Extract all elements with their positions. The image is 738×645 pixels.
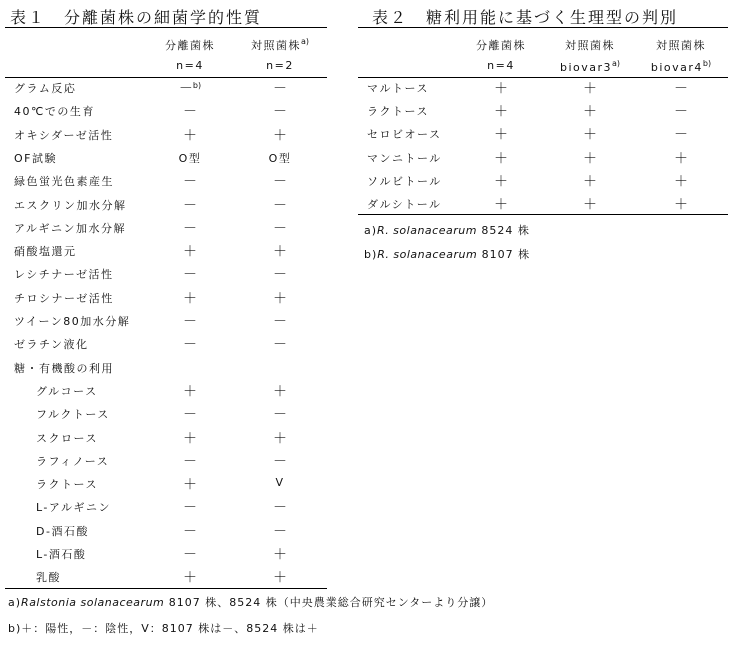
table1-row-value-reference: － <box>273 220 287 237</box>
table2-note <box>364 246 530 262</box>
table1-row-value-isolate-sup: b) <box>192 81 202 90</box>
table1-row-value-isolate-text: ＋ <box>183 290 197 307</box>
table1-row-label: 乳酸 <box>36 571 61 585</box>
table2-row-value-biovar4: ＋ <box>674 173 688 190</box>
table2-row-value-biovar4: ＋ <box>674 197 688 213</box>
table1-row-label: レシチナーゼ活性 <box>14 268 114 282</box>
table2-row-value-biovar3: ＋ <box>583 104 597 121</box>
table1-row-value-isolate-text: ＋ <box>183 244 197 261</box>
table2-row-value-biovar3: ＋ <box>583 127 597 144</box>
table1-row-value-reference: － <box>273 453 287 470</box>
table2-col3-sub-sup: b) <box>702 59 712 68</box>
table2-col3-header: 対照菌株 <box>656 39 706 52</box>
table1-top-rule <box>5 27 327 28</box>
table1-col1-header: 分離菌株 <box>165 39 215 52</box>
table2-header-rule <box>358 77 728 78</box>
table1-row-label: L-アルギニン <box>36 501 111 515</box>
table1-row-value-isolate <box>183 288 197 308</box>
table2-bottom-rule <box>358 214 728 215</box>
table2-row-label: マンニトール <box>367 151 442 165</box>
table1-col1-n: n=4 <box>176 59 204 72</box>
footnote-a <box>8 594 493 610</box>
table1-row-value-reference: － <box>273 500 287 517</box>
table1-row-label: ゼラチン液化 <box>14 338 89 352</box>
table1-col2-header <box>251 37 309 53</box>
table2-row-label: マルトース <box>367 82 429 95</box>
table1-title: 表１ 分離菌株の細菌学的性質 <box>10 8 263 27</box>
table2-col2-header: 対照菌株 <box>565 39 615 52</box>
table1-row-value-isolate-text: － <box>183 104 197 121</box>
footnote-a-prefix: a) <box>8 596 22 609</box>
table2-col3-sub-text: biovar4 <box>650 61 703 74</box>
table1-row-value-reference: ＋ <box>273 290 287 307</box>
table1-row-label: アルギニン加水分解 <box>14 221 127 235</box>
table2-row-value-isolate: ＋ <box>494 150 508 167</box>
table1-row-value-isolate-text: － <box>183 220 197 237</box>
table2-note-species: R. solanacearum <box>377 248 478 261</box>
table2-row-label: セロビオース <box>367 128 442 142</box>
table2-row-value-biovar3: ＋ <box>583 81 597 97</box>
table1-row-value-reference: － <box>273 174 287 191</box>
table1-col2-n: n=2 <box>266 59 294 72</box>
table1-row-value-reference: ＋ <box>273 570 287 587</box>
table1-row-value-isolate-text: ＋ <box>183 430 197 447</box>
table2-row-value-biovar4: － <box>674 104 688 121</box>
table1-row-value-isolate <box>183 101 197 121</box>
table1-row-value-reference: V <box>275 476 285 490</box>
table1-row-value-isolate <box>183 218 197 238</box>
table1-row-value-isolate-text: － <box>183 174 197 191</box>
table1-row-value-reference: － <box>273 314 287 330</box>
table1-row-value-isolate <box>183 334 197 354</box>
table1-row-value-reference: － <box>273 104 287 121</box>
table1-row-value-isolate <box>183 428 197 448</box>
table1-row-label: グルコース <box>36 384 98 398</box>
table2-row-value-biovar4: － <box>674 81 688 97</box>
table1-row-label: 緑色蛍光色素産生 <box>14 175 114 189</box>
table1-row-value-reference: ＋ <box>273 430 287 447</box>
table1-row-value-reference: － <box>273 407 287 424</box>
table2-col1-header: 分離菌株 <box>476 39 526 52</box>
table2-top-rule <box>358 27 728 28</box>
table1-row-value-isolate <box>183 567 197 587</box>
table1-row-value-reference: ＋ <box>273 547 287 563</box>
table1-col2-header-sup: a) <box>300 37 310 46</box>
table1-row-value-isolate <box>183 404 197 424</box>
table2-col2-sub-text: biovar3 <box>559 61 613 74</box>
table1-row-label: ツイーン80加水分解 <box>14 315 131 328</box>
table2-row-value-biovar4: ＋ <box>674 150 688 167</box>
table1-row-value-isolate <box>183 381 197 401</box>
table1-row-value-reference: ＋ <box>273 244 287 261</box>
table2-row-value-isolate: ＋ <box>494 127 508 144</box>
table1-row-label: 40℃での生育 <box>14 105 95 119</box>
table2-note-species: R. solanacearum <box>377 224 477 237</box>
table1-row-value-isolate <box>179 150 202 166</box>
table1-row-label: スクロース <box>36 431 98 445</box>
table1-row-label: OF試験 <box>14 151 57 165</box>
table2-row-value-isolate: ＋ <box>494 173 508 190</box>
table1-row-value-isolate <box>183 264 197 284</box>
footnote-a-rest: 8107 株、8524 株（中央農業総合研究センターより分譲） <box>164 596 494 609</box>
table2-note-rest: 8524 株 <box>476 224 530 237</box>
table2-col2-sub-sup: a) <box>612 59 621 68</box>
table1-col2-header-text: 対照菌株 <box>250 39 301 52</box>
footnote-b: b)＋：陽性，－：陰性，V：8107 株は－、8524 株は＋ <box>8 622 319 635</box>
table1-row-value-reference: － <box>273 197 287 214</box>
table1-row-label: フルクトース <box>36 408 110 422</box>
table1-row-value-isolate-text: O型 <box>178 151 202 165</box>
table2-title: 表２ 糖利用能に基づく生理型の判別 <box>372 8 679 27</box>
table2-row-value-biovar3: ＋ <box>583 173 597 190</box>
footnote-a-species: Ralstonia solanacearum <box>21 596 165 609</box>
table2-col3-sub <box>651 59 711 74</box>
table2-row-label: ラクトース <box>367 105 429 119</box>
table1-row-value-isolate-text: － <box>183 523 197 540</box>
table2-row-value-biovar4: － <box>674 127 688 144</box>
table1-row-value-isolate <box>183 474 197 494</box>
table1-row-value-isolate-text: － <box>183 547 197 563</box>
table1-row-value-reference: ＋ <box>273 127 287 144</box>
table1-row-value-isolate <box>183 311 197 331</box>
table1-row-value-isolate-text: － <box>183 407 197 424</box>
table1-row-label: 糖・有機酸の利用 <box>14 361 114 375</box>
table1-row-label: L-酒石酸 <box>36 548 87 561</box>
table2-note-prefix: a) <box>364 224 378 237</box>
table1-row-label: 硝酸塩還元 <box>14 245 77 259</box>
table1-row-value-isolate-text: ＋ <box>183 383 197 400</box>
table1-row-label: チロシナーゼ活性 <box>14 291 114 305</box>
table1-row-value-isolate-text: － <box>178 81 193 97</box>
table1-bottom-rule <box>5 588 327 589</box>
table1-row-value-isolate <box>183 125 197 145</box>
table1-row-value-isolate <box>179 78 201 98</box>
table1-row-value-isolate-text: － <box>183 337 197 354</box>
table1-row-label: D-酒石酸 <box>36 524 89 538</box>
table1-row-value-isolate <box>183 497 197 517</box>
table1-row-value-isolate <box>183 241 197 261</box>
table2-row-value-biovar3: ＋ <box>583 197 597 213</box>
table1-row-value-isolate <box>183 451 197 471</box>
table1-row-value-isolate-text: ＋ <box>183 570 197 587</box>
table1-row-value-isolate <box>183 521 197 541</box>
table1-row-value-isolate-text: － <box>183 197 197 214</box>
table1-row-label: オキシダーゼ活性 <box>14 128 114 142</box>
table1-row-value-reference: － <box>273 81 287 97</box>
table2-note-prefix: b) <box>364 248 378 261</box>
table1-row-value-isolate <box>183 195 197 215</box>
table1-row-value-isolate-text: － <box>183 314 197 330</box>
table1-row-label: グラム反応 <box>14 82 77 95</box>
table1-row-value-isolate <box>183 171 197 191</box>
table1-row-value-reference: － <box>273 337 287 354</box>
table1-row-value-isolate-text: ＋ <box>183 127 197 144</box>
table2-col1-n: n=4 <box>487 59 515 72</box>
table1-row-value-reference: O型 <box>268 151 292 165</box>
table1-row-value-reference: － <box>273 523 287 540</box>
table1-row-value-isolate-text: － <box>183 267 197 284</box>
table2-row-label: ダルシトール <box>367 198 442 211</box>
table2-col2-sub <box>560 59 620 74</box>
table2-row-value-isolate: ＋ <box>494 197 508 213</box>
table1-row-value-isolate-text: － <box>183 453 197 470</box>
table2-row-value-biovar3: ＋ <box>583 150 597 167</box>
table2-note-rest: 8107 株 <box>477 248 531 261</box>
table2-row-value-isolate: ＋ <box>494 81 508 97</box>
table2-note <box>364 222 530 238</box>
table2-row-label: ソルビトール <box>367 174 442 188</box>
table1-row-value-isolate <box>183 544 197 564</box>
table1-row-label: エスクリン加水分解 <box>14 198 127 212</box>
table1-row-label: ラフィノース <box>36 454 110 468</box>
table1-row-value-reference: ＋ <box>273 383 287 400</box>
table1-row-value-reference: － <box>273 267 287 284</box>
table1-row-value-isolate-text: ＋ <box>183 477 197 494</box>
table2-row-value-isolate: ＋ <box>494 104 508 121</box>
table1-row-label: ラクトース <box>36 478 98 492</box>
table1-row-value-isolate-text: － <box>183 500 197 517</box>
